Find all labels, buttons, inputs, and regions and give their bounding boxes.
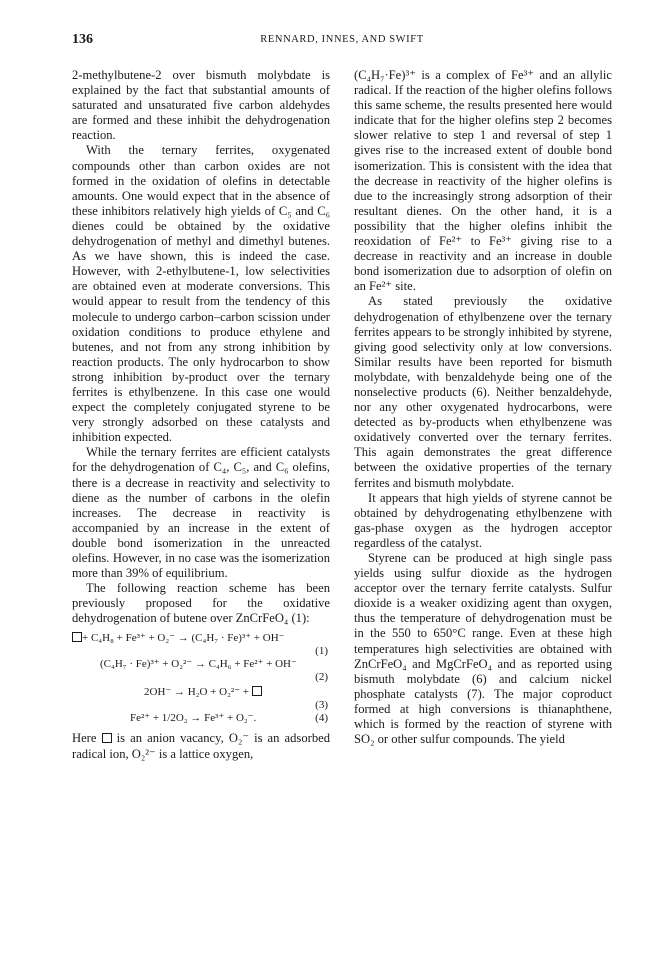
equation-number: (3) <box>315 699 328 712</box>
page-header <box>72 32 612 52</box>
paragraph: With the ternary ferrites, oxygenated compounds other than carbon oxides are not formed in the oxidation of olefins in detectable amounts. One would expect that in the absence of these inhibitors relatively high yields of C₅ and C₆ dienes could be obtained by the oxidative dehydrogenation of methyl and dimethyl butenes. As we have shown, this is indeed the case. However, with 2-ethylbutene-1, low selectivities are obtained even at moderate conversions. This would appear to result from the tendency of this molecule to undergo carbon–carbon scission under oxidation conditions to produce ethylene and butenes, and not from any strong inhibition by reaction products. The only hydrocarbon to show strong inhibition by-product over the ternary ferrites is ethylbenzene. In this case one would expect the completely conjugated styrene to be very strongly adsorbed on these catalysts and inhibition expected. <box>72 143 330 445</box>
equation-3: 2OH⁻ → H₂O + O₂²⁻ + <box>144 686 262 699</box>
paragraph: While the ternary ferrites are efficient catalysts for the dehydrogenation of C₄, C₅, and C₆ olefins, there is a decrease in reactivity and selectivity to diene as the number of carbons in the olefin increases. The decrease in reactivity is accompanied by an increase in the extent of double bond isomerization in the unreacted olefins. However, in no case was the isomerization more than 39% of equilibrium. <box>72 445 330 581</box>
paragraph: The following reaction scheme has been previously proposed for the oxidative dehydrogenation of butene over ZnCrFeO₄ (1): <box>72 581 330 626</box>
paragraph: Styrene can be produced at high single pass yields using sulfur dioxide as the hydrogen acceptor over the ternary ferrite catalysts. Sulfur dioxide is a weaker oxidizing agent than oxygen, thus the temperature of dehydrogenation must be in the 550 to 650°C range. Even at these high temperatures high selectivities are obtained with ZnCrFeO₄ and MgCrFeO₄ and as reported using bismuth molybdate (6) and calcium nickel phosphate catalysts (7). The major coproduct formed at high conversions is thianaphthene, which is formed by the reaction of styrene with SO₂ or other sulfur compounds. The yield <box>354 551 612 747</box>
paragraph: It appears that high yields of styrene cannot be obtained by dehydrogenating ethylbenzene with gas-phase oxygen as the hydrogen acceptor regardless of the catalyst. <box>354 490 612 550</box>
paragraph: Here is an anion vacancy, O₂⁻ is an adsorbed radical ion, O₂²⁻ is a lattice oxygen, <box>72 731 330 761</box>
running-head: RENNARD, INNES, AND SWIFT <box>260 34 424 45</box>
equation-4: Fe²⁺ + 1/2O₂ → Fe³⁺ + O₂⁻. <box>130 712 257 725</box>
vacancy-square-icon <box>252 686 262 696</box>
right-column <box>354 68 612 747</box>
vacancy-square-icon <box>102 733 112 743</box>
equation-2: (C₄H₇ · Fe)³⁺ + O₂²⁻ → C₄H₆ + Fe²⁺ + OH⁻ <box>100 658 297 671</box>
page-number: 136 <box>72 32 93 47</box>
equation-1: + C₄H₈ + Fe³⁺ + O₂⁻ → (C₄H₇ · Fe)³⁺ + OH⁻ <box>72 632 284 645</box>
reaction-equations <box>72 632 330 725</box>
left-column <box>72 68 330 762</box>
paragraph: As stated previously the oxidative dehydrogenation of ethylbenzene over the ternary ferrites appears to be strongly inhibited by styrene, giving good selectivity only at low conversions. Similar results have been reported for bismuth molybdate, with benzaldehyde being one of the nonselective products (6). Neither benzaldehyde, nor any other oxygenated hydrocarbons, were detected as by-products when ethylbenzene was oxidatively converted over the ternary ferrites. This again demonstrates the great difference between the oxidative properties of the ternary ferrites and bismuth molybdate. <box>354 294 612 490</box>
paragraph: 2-methylbutene-2 over bismuth molybdate is explained by the fact that substantial amounts of saturated and unsaturated five carbon aldehydes are formed and these inhibit the dehydrogenation reaction. <box>72 68 330 143</box>
paragraph: (C₄H₇·Fe)³⁺ is a complex of Fe³⁺ and an allylic radical. If the reaction of the higher olefins follows this same scheme, the results presented here would indicate that for the higher olefins step 2 becomes slower relative to step 1 and reversal of step 1 gives rise to the increased extent of double bond isomerization. This is consistent with the idea that the decrease in reactivity of the higher olefins is due to the increasingly strong adsorption of their resultant dienes. On the other hand, it is a possibility that the higher olefins inhibit the reoxidation of Fe²⁺ to Fe³⁺ giving rise to a decrease in reactivity and an increase in double bond isomerization due to adsorption of olefin on an Fe²⁺ site. <box>354 68 612 294</box>
equation-number: (4) <box>315 712 328 725</box>
vacancy-square-icon <box>72 632 82 642</box>
equation-number: (1) <box>315 645 328 658</box>
equation-number: (2) <box>315 671 328 684</box>
